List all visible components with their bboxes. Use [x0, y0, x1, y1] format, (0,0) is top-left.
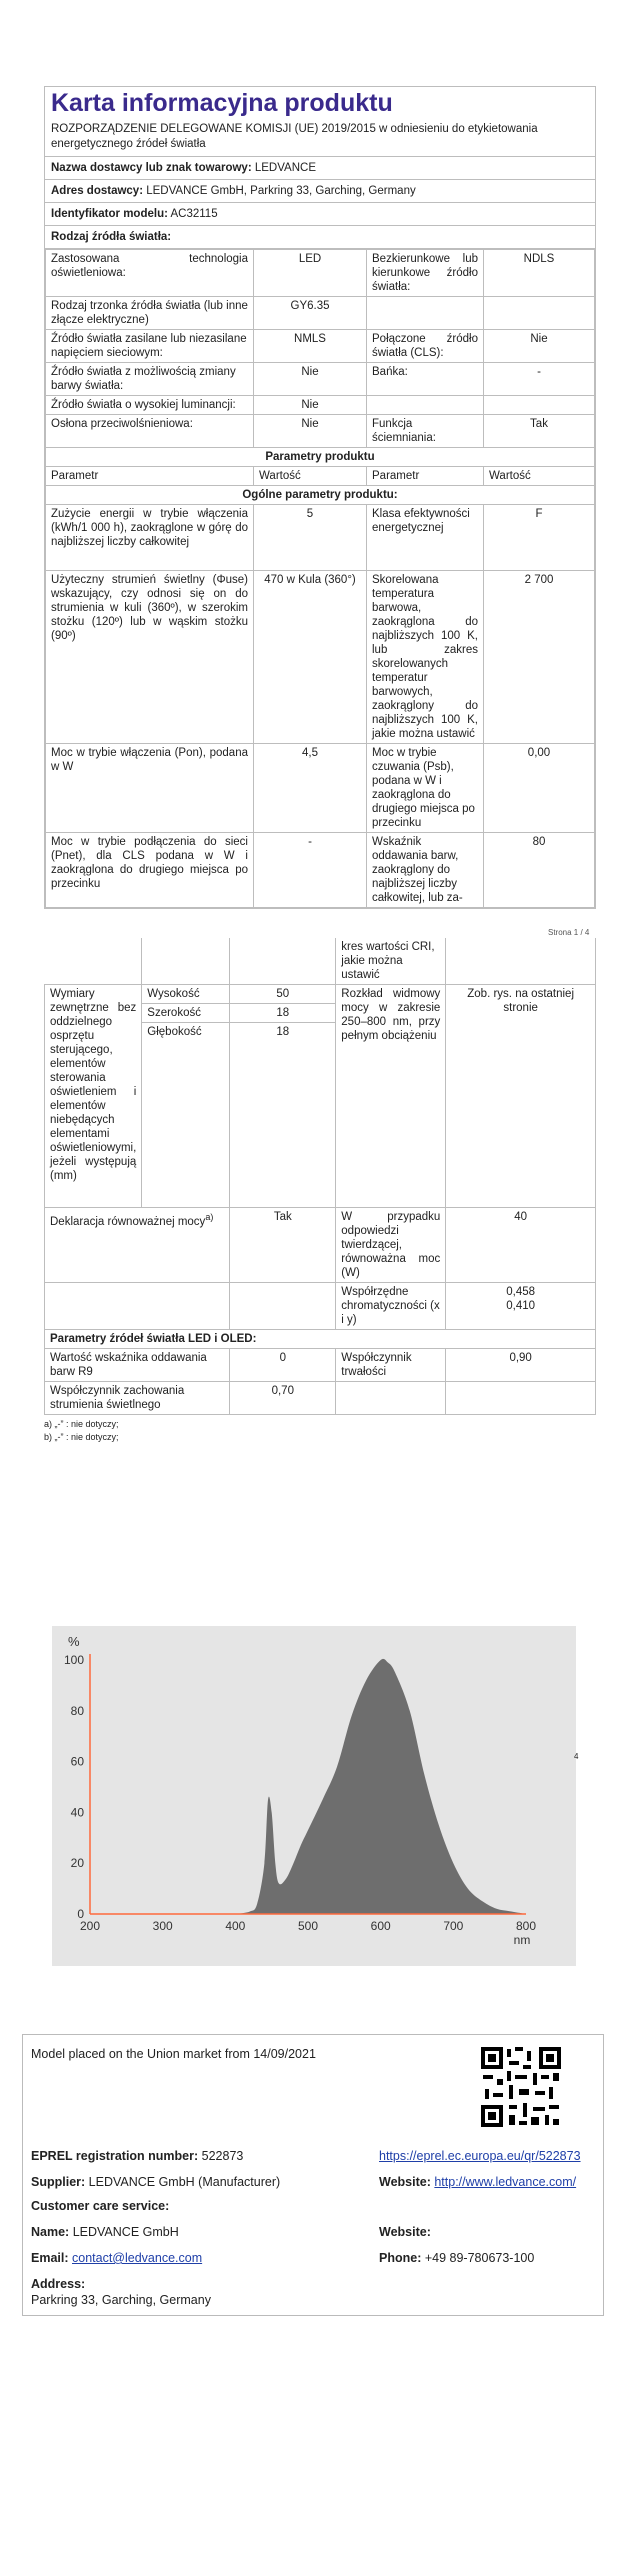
- cell-label: Połączone źródło światła (CLS):: [367, 330, 484, 363]
- lumen-maint-label: Współczynnik zachowania strumienia świetlnego: [45, 1382, 230, 1415]
- supplier-label: Nazwa dostawcy lub znak towarowy:: [51, 162, 252, 174]
- customer-care-label: Customer care service:: [31, 2199, 170, 2213]
- type-table: [45, 249, 595, 908]
- general-header: Ogólne parametry produktu:: [46, 486, 595, 505]
- table-row: [45, 1330, 596, 1349]
- address-value: LEDVANCE GmbH, Parkring 33, Garching, Germany: [146, 185, 416, 197]
- table-row: [46, 250, 595, 297]
- col-param: Parametr: [46, 467, 254, 486]
- cell-label: Osłona przeciwolśnieniowa:: [46, 415, 254, 448]
- cell-label: Moc w trybie podłączenia do sieci (Pnet), dla CLS podana w W i zaokrąglona do drugiego miejsca po przecinku: [46, 833, 254, 908]
- product-info-sheet: [44, 86, 596, 909]
- x-tick-label: 200: [79, 1919, 101, 1933]
- depth-value: 18: [230, 1023, 336, 1208]
- supplier-row: [31, 2175, 280, 2189]
- width-label: Szerokość: [142, 1004, 230, 1023]
- eprel-reg-value: 522873: [201, 2149, 244, 2163]
- email-link[interactable]: contact@ledvance.com: [72, 2251, 203, 2265]
- cell-value: 0,00: [484, 744, 595, 833]
- equiv-value: Tak: [230, 1208, 336, 1283]
- chroma-x: 0,458: [506, 1286, 536, 1298]
- sheet-continuation: [44, 938, 596, 1442]
- col-param: Parametr: [367, 467, 484, 486]
- spectral-label: Rozkład widmowy mocy w zakresie 250–800 nm, przy pełnym obciążeniu: [336, 985, 446, 1208]
- cell-label: Wskaźnik oddawania barw, zaokrąglony do najbliższej liczby całkowitej, lub za-: [367, 833, 484, 908]
- table-row: [46, 330, 595, 363]
- cell-value: [484, 396, 595, 415]
- market-date: Model placed on the Union market from 14/09/2021: [31, 2047, 316, 2061]
- table-row: [46, 363, 595, 396]
- footnote: a) „-” : nie dotyczy;: [44, 1419, 119, 1429]
- y-axis-label: %: [68, 1634, 80, 1649]
- cell-value: LED: [254, 250, 367, 297]
- cell-label: Źródło światła z możliwością zmiany barwy światła:: [46, 363, 254, 396]
- cell-value: 4,5: [254, 744, 367, 833]
- y-tick-label: 40: [70, 1805, 84, 1820]
- supplier-label: Supplier:: [31, 2175, 86, 2189]
- qr-code-icon[interactable]: [479, 2045, 563, 2129]
- cell-label: Użyteczny strumień świetlny (Φuse) wskazujący, czy odnosi się on do strumienia w kuli (360º), w szerokim stożku (120º) lub w wąskim stożku (90º): [46, 571, 254, 744]
- cell-label: Moc w trybie włączenia (Pon), podana w W: [46, 744, 254, 833]
- table-row: [45, 1283, 596, 1330]
- x-tick-label: 400: [225, 1919, 246, 1933]
- equiv-power-label: W przypadku odpowiedzi twierdzącej, równoważna moc (W): [336, 1208, 446, 1283]
- cell-label: Funkcja ściemniania:: [367, 415, 484, 448]
- cell-value: Nie: [254, 363, 367, 396]
- cell-value: Nie: [484, 330, 595, 363]
- led-header: Parametry źródeł światła LED i OLED:: [45, 1330, 596, 1349]
- y-tick-label: 80: [70, 1703, 84, 1718]
- survival-label: Współczynnik trwałości: [336, 1349, 446, 1382]
- model-value: AC32115: [170, 208, 218, 220]
- email-label: Email:: [31, 2251, 69, 2265]
- height-label: Wysokość: [142, 985, 230, 1004]
- cell-value: -: [484, 363, 595, 396]
- chroma-label: Współrzędne chromatyczności (x i y): [336, 1283, 446, 1330]
- eprel-reg-label: EPREL registration number:: [31, 2149, 199, 2163]
- spectral-value: Zob. rys. na ostatniej stronie: [446, 985, 596, 1208]
- cell-label: Moc w trybie czuwania (Psb), podana w W i zaokrąglona do drugiego miejsca po przecinku: [367, 744, 484, 833]
- cell-value: 80: [484, 833, 595, 908]
- col-value: Wartość: [254, 467, 367, 486]
- table-row: [46, 396, 595, 415]
- cell-label: [336, 1382, 446, 1415]
- r9-value: 0: [230, 1349, 336, 1382]
- table-row: [46, 833, 595, 908]
- x-tick-label: 500: [297, 1919, 319, 1933]
- table-row: [45, 1382, 596, 1415]
- lumen-maint-value: 0,70: [230, 1382, 336, 1415]
- y-tick-label: 20: [70, 1856, 84, 1871]
- name-row: [31, 2225, 179, 2239]
- type-header-text: Rodzaj źródła światła:: [51, 231, 172, 243]
- width-value: 18: [230, 1004, 336, 1023]
- x-axis-label: nm: [513, 1933, 531, 1947]
- cell-value: 5: [254, 505, 367, 571]
- cell-value: 2 700: [484, 571, 595, 744]
- cri-continuation: kres wartości CRI, jakie można ustawić: [336, 938, 446, 985]
- cell-value: -: [254, 833, 367, 908]
- supplier-row: [45, 157, 595, 180]
- table-row: [45, 1349, 596, 1382]
- cell-label: Klasa efektywności energetycznej: [367, 505, 484, 571]
- model-row: [45, 203, 595, 226]
- cell-label: Bańka:: [367, 363, 484, 396]
- table-row: [46, 505, 595, 571]
- cell-value: NMLS: [254, 330, 367, 363]
- equiv-footnote-mark: a): [205, 1212, 214, 1222]
- cell-label: Źródło światła o wysokiej luminancji:: [46, 396, 254, 415]
- cell-label: Rodzaj trzonka źródła światła (lub inne złącze elektryczne): [46, 297, 254, 330]
- table-row: [45, 1208, 596, 1283]
- cell-value: F: [484, 505, 595, 571]
- website2-label: Website:: [379, 2225, 431, 2239]
- height-value: 50: [230, 985, 336, 1004]
- cell-label: Skorelowana temperatura barwowa, zaokrąglona do najbliższych 100 K, lub zakres skorelowanych temperatur barwowych, zaokrąglony do najbliższych 100 K, jakie można ustawić: [367, 571, 484, 744]
- x-tick-label: 800: [515, 1919, 537, 1933]
- table-row: [46, 486, 595, 505]
- phone-label: Phone:: [379, 2251, 422, 2265]
- name-label: Name:: [31, 2225, 70, 2239]
- spectral-chart: [52, 1626, 579, 1966]
- equiv-label: [45, 1208, 230, 1283]
- address-row: [45, 180, 595, 203]
- table-row: [45, 938, 596, 985]
- dims-label: Wymiary zewnętrzne bez oddzielnego osprzętu sterującego, elementów sterowania oświetleniem i elementów niebędących elementami oświetleniowymi, jeżeli występują (mm): [45, 985, 142, 1208]
- table-row: [46, 571, 595, 744]
- cell-label: [367, 396, 484, 415]
- y-tick-label: 100: [63, 1653, 84, 1667]
- cell-label: Zużycie energii w trybie włączenia (kWh/1 000 h), zaokrąglone w górę do najbliższej liczby całkowitej: [46, 505, 254, 571]
- table-row: [46, 448, 595, 467]
- cell-value: 470 w Kula (360°): [254, 571, 367, 744]
- dims-table: [44, 938, 596, 1415]
- cell-label: Źródło światła zasilane lub niezasilane napięciem sieciowym:: [46, 330, 254, 363]
- cell-value: [446, 1382, 596, 1415]
- website-link[interactable]: http://www.ledvance.com/: [434, 2175, 577, 2189]
- x-tick-label: 600: [370, 1919, 391, 1933]
- table-row: [45, 985, 596, 1004]
- side-mark: 4: [574, 1752, 579, 1761]
- spectrum-area: [235, 1659, 526, 1914]
- phone-value: +49 89-780673-100: [424, 2251, 535, 2265]
- y-tick-label: 0: [77, 1907, 84, 1921]
- type-header: [45, 226, 595, 249]
- table-row: [46, 467, 595, 486]
- model-label: Identyfikator modelu:: [51, 208, 168, 220]
- cell-value: Tak: [484, 415, 595, 448]
- r9-label: Wartość wskaźnika oddawania barw R9: [45, 1349, 230, 1382]
- cell-value: NDLS: [484, 250, 595, 297]
- depth-label: Głębokość: [142, 1023, 230, 1208]
- cell-value: [484, 297, 595, 330]
- params-header: Parametry produktu: [46, 448, 595, 467]
- equiv-power-value: 40: [446, 1208, 596, 1283]
- supplier-value: LEDVANCE: [254, 162, 316, 174]
- chroma-value: [446, 1283, 596, 1330]
- footnote: b) „-” : nie dotyczy;: [44, 1432, 119, 1442]
- equiv-label-text: Deklaracja równoważnej mocy: [50, 1215, 206, 1228]
- address-label: Address:: [31, 2277, 86, 2291]
- address-value: Parkring 33, Garching, Germany: [31, 2293, 211, 2307]
- cell-value: GY6.35: [254, 297, 367, 330]
- table-row: [46, 415, 595, 448]
- eprel-reg-row: [31, 2149, 243, 2163]
- cell-label: Bezkierunkowe lub kierunkowe źródło światła:: [367, 250, 484, 297]
- address-label: Adres dostawcy:: [51, 185, 144, 197]
- regulation-text: ROZPORZĄDZENIE DELEGOWANE KOMISJI (UE) 2019/2015 w odniesieniu do etykietowania energetycznego źródeł światła: [45, 122, 595, 157]
- website-row: [379, 2175, 576, 2189]
- col-value: Wartość: [484, 467, 595, 486]
- cell-label: [367, 297, 484, 330]
- cell-value: Nie: [254, 415, 367, 448]
- x-tick-label: 300: [152, 1919, 173, 1933]
- page-number: Strona 1 / 4: [548, 928, 590, 937]
- website-label: Website:: [379, 2175, 431, 2189]
- spectral-chart-svg: [52, 1626, 579, 1966]
- email-row: [31, 2251, 202, 2265]
- supplier-value: LEDVANCE GmbH (Manufacturer): [88, 2175, 281, 2189]
- phone-row: [379, 2251, 534, 2265]
- survival-value: 0,90: [446, 1349, 596, 1382]
- cell-label: Zastosowana technologia oświetleniowa:: [46, 250, 254, 297]
- x-tick-label: 700: [443, 1919, 464, 1933]
- chroma-y: 0,410: [506, 1300, 536, 1312]
- table-row: [46, 744, 595, 833]
- sheet-title: Karta informacyjna produktu: [51, 89, 393, 117]
- eprel-link[interactable]: https://eprel.ec.europa.eu/qr/522873: [379, 2149, 581, 2163]
- y-tick-label: 60: [70, 1754, 84, 1769]
- name-value: LEDVANCE GmbH: [72, 2225, 179, 2239]
- table-row: [46, 297, 595, 330]
- cell-value: Nie: [254, 396, 367, 415]
- eprel-box: [22, 2034, 604, 2316]
